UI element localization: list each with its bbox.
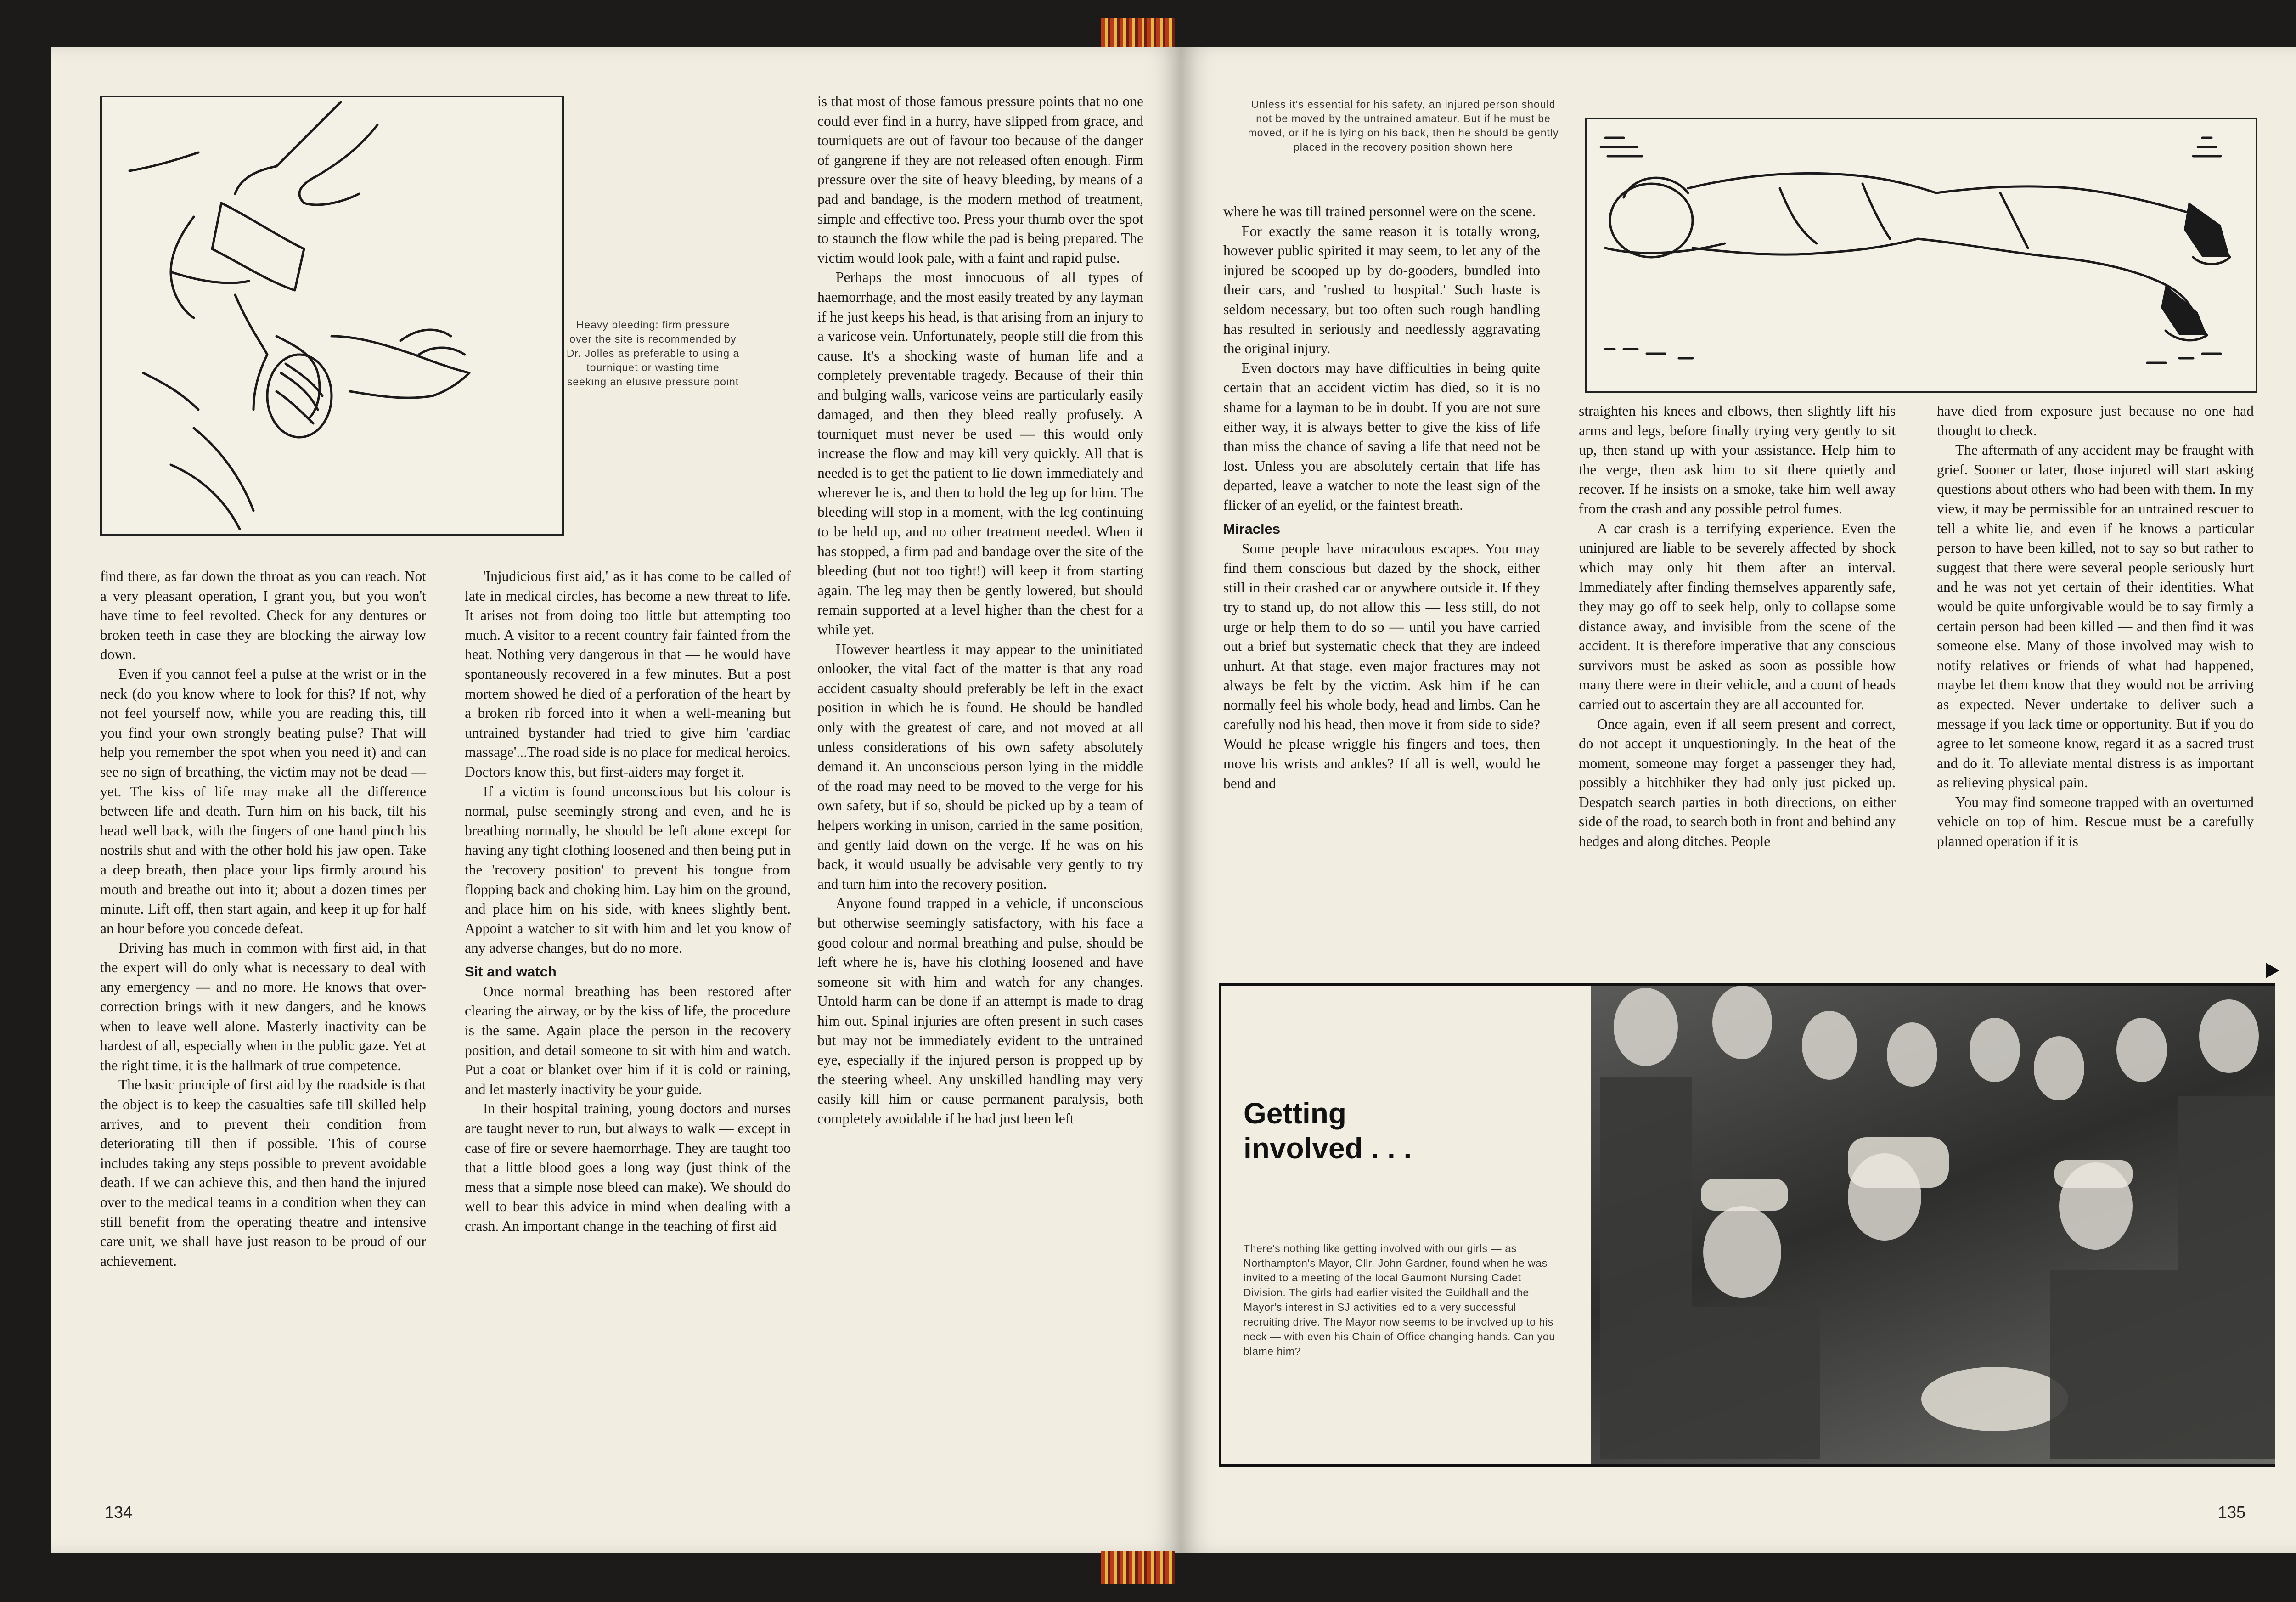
section-heading: Miracles bbox=[1223, 520, 1281, 537]
left-column-1 bbox=[100, 567, 426, 1271]
left-figure-caption: Heavy bleeding: firm pressure over the site is recommended by Dr. Jolles as preferable to using a tourniquet or wasting time seeking an elusive pressure point bbox=[566, 319, 740, 388]
triangle-right-icon bbox=[2266, 963, 2279, 978]
paragraph: The basic principle of first aid by the roadside is that the object is to keep the casualties safe till skilled help arrives, and to prevent their condition from deteriorating till then if possible. This of course includes taking any steps possible to prevent avoidable death. If we can achieve this, and then hand the injured over to the medical teams in a condition when they can still benefit from the operating theatre and intensive care unit, we shall have just reason to be proud of our achievement. bbox=[100, 1077, 426, 1269]
bandage-figure-frame bbox=[100, 96, 564, 536]
paragraph: A car crash is a terrifying experience. Even the uninjured are liable to be severely affected by shock which may only hit them after an interval. Immediately after finding themselves apparently safe, they may go off to seek help, only to collapse some distance away, and invisible from the scene of the accident. It is therefore imperative that any conscious survivors must be asked as soon as possible how many there were in their vehicle, and a count of heads carried out to ascertain they are all accounted for. bbox=[1579, 520, 1896, 712]
paragraph: have died from exposure just because no one had thought to check. bbox=[1937, 403, 2254, 439]
spine-bottom bbox=[1101, 1551, 1175, 1584]
group-photo-nursing-cadets bbox=[1591, 983, 2275, 1467]
right-column-3 bbox=[1937, 401, 2254, 852]
left-column-3 bbox=[817, 92, 1143, 1128]
paragraph: Some people have miraculous escapes. You may find them conscious but dazed by the shock, either still in their crashed car or anywhere outside it. If they try to stand up, do not allow this — less still, do not urge or help them to do so — until you have carried out a brief but systematic check that they are indeed unhurt. At that stage, even major fractures may not always be felt by the victim. Ask him if he can normally feel his whole body, head and limbs. Can he carefully nod his head, then move it from side to side? Would he please wriggle his fingers and toes, then move his wrists and ankles? If all is well, would he bend and bbox=[1223, 540, 1540, 791]
paragraph: Once again, even if all seem present and correct, do not accept it unquestioningly. In the heat of the moment, someone may forget a passenger they had, possibly a hitchhiker they had only just picked up. Despatch search parties in both directions, on either side of the road, to search both in front and behind any hedges and along ditches. People bbox=[1579, 716, 1896, 850]
paragraph: In their hospital training, young doctors and nurses are taught never to run, but always to walk — except in case of fire or severe haemorrhage. They are taught too that a little blood goes a long way (just think of the mess that a simple nose bleed can make). We should do well to bear this advice in mind when dealing with a crash. An important change in the teaching of first aid bbox=[465, 1100, 791, 1234]
page-number-right: 135 bbox=[2218, 1503, 2246, 1522]
paragraph: The aftermath of any accident may be fraught with grief. Sooner or later, those injured will start asking questions about others who had been with them. In my view, it may be permissible for an untrained rescuer to tell a white lie, and even if he knows a particular person to have been killed, not to say so but rather to suggest that there were several people seriously hurt and he was not yet certain of their identities. What would be quite unforgivable would be to say firmly a certain person had been killed — and then find it was someone else. Many of those involved may wish to notify relatives or friends of what had happened, maybe let them know that they would not be arriving as expected. Never undertake to deliver such a message if you lack time or opportunity. But if you do agree to let someone know, regard it as a sacred trust and do it. To alleviate mental distress is as important as relieving physical pain. bbox=[1937, 442, 2254, 791]
getting-involved-box bbox=[1219, 983, 1596, 1467]
paragraph: Anyone found trapped in a vehicle, if unconscious but otherwise seemingly satisfactory, with his face a good colour and normal breathing and pulse, should be left where he is, have his clothing loosened and have someone sit with him and watch for any changes. Untold harm can be done if an attempt is made to drag him out. Spinal injuries are often present in such cases but may not be immediately evident to the untrained eye, especially if the injured person is propped up by the steering wheel. Any unskilled handling may very easily kill him or cause permanent paralysis, both completely avoidable if he had just been left bbox=[817, 895, 1143, 1127]
paragraph: Even if you cannot feel a pulse at the wrist or in the neck (do you know where to look for this? If not, why not feel yourself now, while you are reading this, till you find your own strongly beating pulse? That will help you remember the spot when you need it) and can see no sign of breathing, the victim may not be dead — yet. The kiss of life may make all the difference between life and death. Turn him on his back, tilt his head well back, with the fingers of one hand pinch his nostrils shut and with the other hold his jaw open. Take a deep breath, then place your lips firmly around his mouth and breathe out into it; about a dozen times per minute. Lift off, then start again, and keep it up for half an hour before you concede defeat. bbox=[100, 666, 426, 936]
paragraph: Driving has much in common with first aid, in that the expert will do only what is necessary to deal with any emergency — and no more. He knows that over-correction brings with it new dangers, and he knows when to leave well alone. Masterly inactivity can be hardest of all, especially when in the public gaze. Yet at the right time, it is the hallmark of true competence. bbox=[100, 940, 426, 1073]
paragraph: Once normal breathing has been restored after clearing the airway, or by the kiss of life, the procedure is the same. Again place the person in the recovery position, and detail someone to sit with him and watch. Put a coat or blanket over him if it is cold or raining, and let masterly inactivity be your guide. bbox=[465, 983, 791, 1097]
section-heading: Sit and watch bbox=[465, 963, 557, 980]
paragraph: is that most of those famous pressure points that no one could ever find in a hurry, have slipped from grace, and tourniquets are out of favour too because of the danger of gangrene if they are not released often enough. Firm pressure over the site of heavy bleeding, by means of a pad and bandage, is the modern method of treatment, simple and effective too. Press your thumb over the spot to staunch the flow while the pad is being prepared. The victim would look pale, with a faint and rapid pulse. bbox=[817, 93, 1143, 266]
recovery-figure-frame bbox=[1585, 118, 2257, 393]
paragraph: straighten his knees and elbows, then slightly lift his arms and legs, before finally trying very gently to sit up, then stand up with your assistance. Help him to the verge, then ask him to sit there quietly and recover. If he insists on a smoke, take him well away from the crash and any possible petrol fumes. bbox=[1579, 403, 1896, 517]
recovery-position-illustration-icon bbox=[1587, 119, 2256, 391]
left-column-2 bbox=[465, 567, 791, 1236]
paragraph: Perhaps the most innocuous of all types of haemorrhage, and the most easily treated by any layman if he just keeps his head, is that arising from an injury to a varicose vein. Unfortunately, people still die from this cause. It's a shocking waste of human life and a completely preventable tragedy. Because of their thin and bulging walls, varicose veins are particularly easily damaged, and then they bleed really profusely. A tourniquet must never be used — this would only increase the flow and may kill very quickly. All that is needed is to get the patient to lie down immediately and wherever he is, and then to hold the leg up for him. The bleeding will stop in a moment, with the leg continuing to be held up, and no other treatment needed. When it has stopped, a firm pad and bandage over the site of the bleeding (but not too tight!) will keep it from starting again. The leg may then be gently lowered, but should remain supported at a level higher than the chest for a while yet. bbox=[817, 269, 1143, 638]
paragraph: find there, as far down the throat as you can reach. Not a very pleasant operation, I grant you, but you won't have time to feel revolted. Check for any dentures or broken teeth in case they are blocking the airway low down. bbox=[100, 568, 426, 663]
right-column-2 bbox=[1579, 401, 1896, 852]
group-photo-icon bbox=[1591, 986, 2275, 1459]
bandaged-arm-illustration-icon bbox=[102, 97, 562, 534]
right-figure-caption: Unless it's essential for his safety, an injured person should not be moved by the untrained amateur. But if he must be moved, or if he is lying on his back, then he should be gently placed in the recovery position shown here bbox=[1248, 98, 1559, 153]
page-number-left: 134 bbox=[105, 1503, 133, 1522]
right-column-1 bbox=[1223, 202, 1540, 793]
paragraph: If a victim is found unconscious but his colour is normal, pulse seemingly strong and even, and he is breathing normally, he should be left alone except for having any tight clothing loosened and then being put in the 'recovery position' to prevent his tongue from flopping back and choking him. Lay him on the ground, and place him on his side, with knees slightly bent. Appoint a watcher to sit with him and let you know of any adverse changes, but do no more. bbox=[465, 783, 791, 956]
paragraph: You may find someone trapped with an overturned vehicle on top of him. Rescue must be a carefully planned operation if it is bbox=[1937, 794, 2254, 850]
paragraph: 'Injudicious first aid,' as it has come to be called of late in medical circles, has become a new threat to life. It arises not from doing too little but attempting too much. A visitor to a recent country fair fainted from the heat. Nothing very dangerous in that — he would have spontaneously recovered in a few minutes. But a post mortem showed he died of a perforation of the heart by a broken rib forced into it when a well-meaning but untrained bystander had tried to give him 'cardiac massage'...The road side is no place for medical heroics. Doctors know this, but first-aiders may forget it. bbox=[465, 568, 791, 780]
paragraph: However heartless it may appear to the uninitiated onlooker, the vital fact of the matter is that any road accident casualty should preferably be left in the exact position in which he is found. He should be handled only with the greatest of care, and not moved at all unless considerations of his own safety absolutely demand it. An unconscious person lying in the middle of the road may need to be moved to the verge for his own safety, but if so, should be picked up by a team of helpers working in unison, carried in the same position, and gently laid down on the verge. If he was on his back, it would usually be advisable very gently to try and turn him into the recovery position. bbox=[817, 641, 1143, 892]
box-title: Getting involved . . . bbox=[1244, 1097, 1412, 1165]
box-caption: There's nothing like getting involved with our girls — as Northampton's Mayor, Cllr. John Gardner, found when he was invited to a meeting of the local Gaumont Nursing Cadet Division. The girls had earlier visited the Guildhall and the Mayor's interest in SJ activities led to a very successful recruiting drive. The Mayor now seems to be involved up to his neck — with even his Chain of Office changing hands. Can you blame him? bbox=[1244, 1242, 1555, 1357]
paragraph: Even doctors may have difficulties in being quite certain that an accident victim has died, so it is no shame for a layman to be in doubt. If you are not sure either way, it is always better to give the kiss of life than miss the chance of saving a life that need not be lost. Unless you are absolutely certain that life has departed, leave a watcher to note the least sign of the flicker of an eyelid, or the faintest breath. bbox=[1223, 360, 1540, 513]
paragraph: For exactly the same reason it is totally wrong, however public spirited it may seem, to let any of the injured be scooped up by do-gooders, bundled into their cars, and 'rushed to hospital.' Such haste is seldom necessary, but too often such rough handling has resulted in seriously and needlessly aggravating the original injury. bbox=[1223, 223, 1540, 357]
paragraph: where he was till trained personnel were on the scene. bbox=[1223, 203, 1536, 220]
